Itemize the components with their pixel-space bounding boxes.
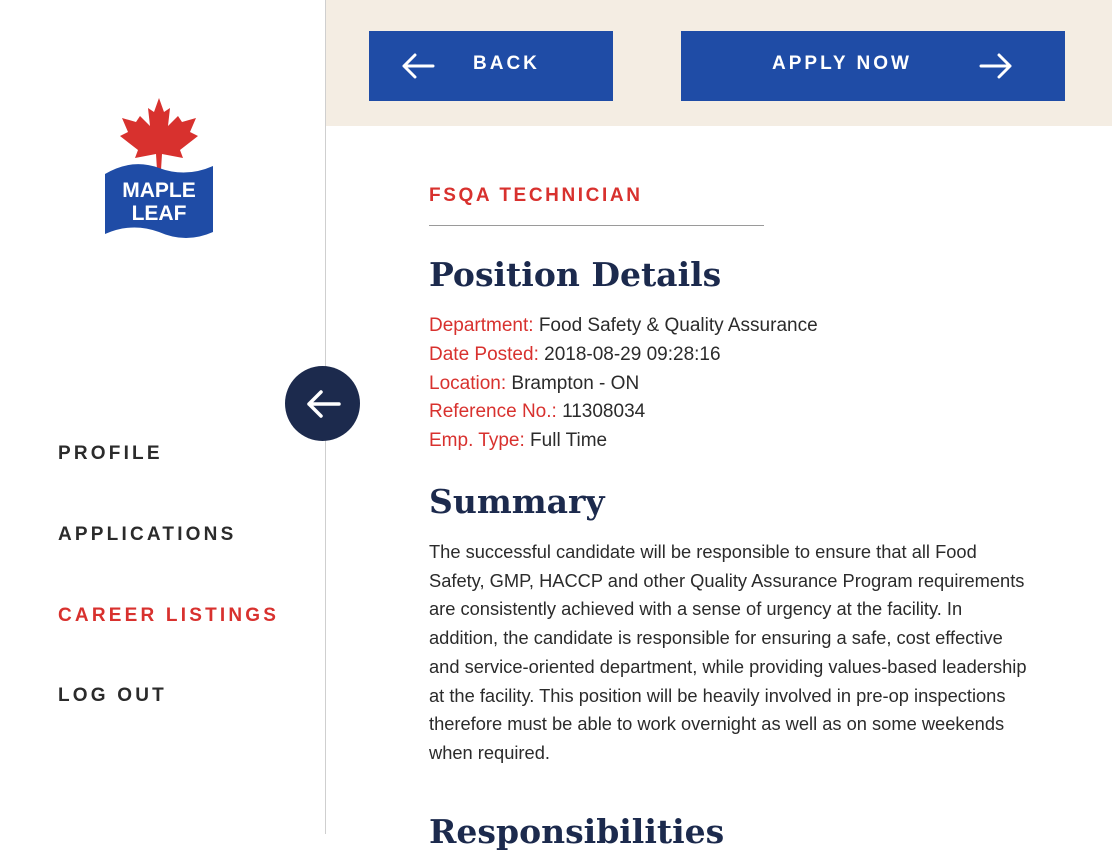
summary-text: The successful candidate will be responsible to ensure that all Food Safety, GMP, HACCP and other Quality Assurance Program requirements are consistently achieved with a sense of urgency at the facility. In addition, the candidate is responsible for ensuring a safe, cost effective and service-oriented department, while providing values-based leadership at the facility. This position will be heavily involved in pre-op inspections therefore must be able to work overnight as well as on some weekends when required. (429, 541, 1027, 763)
arrow-right-icon (979, 53, 1013, 79)
maple-leaf-logo[interactable] (104, 96, 214, 238)
detail-key: Reference No.: (429, 401, 557, 423)
detail-location (429, 370, 1029, 399)
detail-key: Location: (429, 372, 507, 394)
detail-key: Emp. Type: (429, 430, 525, 452)
detail-value: Full Time (530, 430, 608, 452)
detail-key: Department: (429, 315, 534, 336)
nav-item-applications[interactable]: APPLICATIONS (58, 524, 237, 545)
job-title: FSQA TECHNICIAN (429, 185, 643, 206)
detail-reference-no (429, 398, 1029, 427)
detail-key: Date Posted: (429, 343, 539, 365)
detail-value: 11308034 (562, 401, 646, 423)
back-button-label: BACK (473, 53, 540, 74)
detail-value: Food Safety & Quality Assurance (538, 315, 818, 336)
detail-value: 2018-08-29 09:28:16 (544, 343, 721, 365)
logo-text-line2: LEAF (131, 202, 187, 225)
position-details-heading: Position Details (429, 255, 722, 294)
sidebar (0, 0, 326, 834)
position-details-list (429, 312, 1029, 456)
nav-item-profile[interactable]: PROFILE (58, 443, 163, 464)
arrow-left-icon (305, 389, 341, 419)
summary-heading: Summary (429, 482, 605, 521)
detail-date-posted (429, 341, 1029, 370)
collapse-sidebar-button[interactable] (285, 366, 360, 441)
responsibilities-heading: Responsibilities (429, 812, 725, 851)
arrow-left-icon (401, 53, 435, 79)
maple-leaf-icon (104, 96, 214, 238)
detail-department (429, 312, 1029, 341)
nav-item-log-out[interactable]: LOG OUT (58, 685, 167, 706)
nav-item-career-listings[interactable]: CAREER LISTINGS (58, 605, 280, 626)
detail-value: Brampton - ON (511, 372, 640, 394)
apply-now-button-label: APPLY NOW (772, 53, 912, 74)
apply-now-button[interactable] (681, 31, 1065, 101)
detail-emp-type (429, 427, 1029, 456)
logo-text-line1: MAPLE (122, 179, 196, 202)
title-divider (429, 225, 764, 226)
back-button[interactable] (369, 31, 613, 101)
